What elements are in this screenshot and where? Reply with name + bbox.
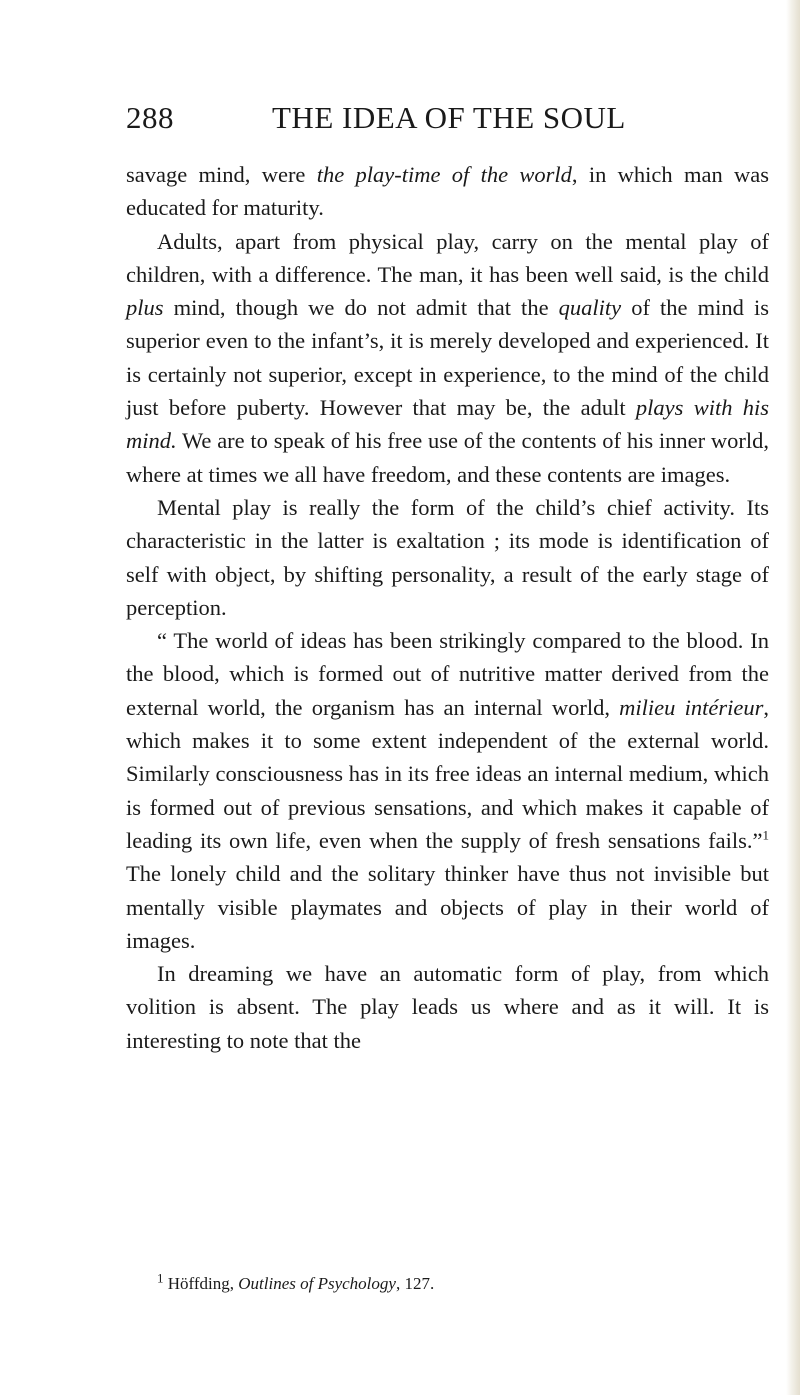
page-edge <box>786 0 800 1395</box>
italic-run: quality <box>558 295 622 321</box>
footnote <box>126 1272 769 1296</box>
page-number: 288 <box>126 100 174 135</box>
footnote-author: Höffding, <box>163 1274 239 1293</box>
italic-run: the play-time of the world <box>316 162 572 187</box>
paragraph-3 <box>126 491 769 624</box>
footnote-ref: 1 <box>762 827 769 843</box>
footnote-work: Outlines of Psychology <box>238 1274 396 1293</box>
body-text <box>126 158 769 1057</box>
text-run: savage mind, were <box>126 162 317 187</box>
text-run: We are to speak of his free use of the contents of his inner world, where at times we all have freedom, and these contents are images. <box>126 428 769 487</box>
paragraph-5 <box>126 957 769 1057</box>
italic-run: milieu intérieur <box>619 694 764 720</box>
italic-run: plus <box>126 295 164 321</box>
footnote-marker: 1 <box>157 1270 164 1286</box>
text-run: , in which man was educated for maturity. <box>126 162 769 221</box>
text-run: In dreaming we have an automatic form of play, from which volition is absent. The play leads us where and as it will. It is interesting to note that the <box>126 961 769 1053</box>
text-run: of the mind is superior even to the infant’s, it is merely developed and experienced. It is certainly not superior, except in experience, to the mind of the child just before puberty. However that may be, the adult <box>126 295 769 421</box>
italic-run: plays with his mind. <box>126 395 770 454</box>
text-run: mind, though we do not admit that the <box>163 295 559 321</box>
paragraph-1 <box>126 158 769 225</box>
text-run: “ The world of ideas has been strikingly compared to the blood. In the blood, which is formed out of nutritive matter derived from the external world, the organism has an internal world, <box>126 628 769 720</box>
text-run: The lonely child and the solitary thinker have thus not invisible but mentally visible playmates and objects of play in their world of images. <box>126 861 769 953</box>
page-title: THE IDEA OF THE SOUL <box>272 100 626 135</box>
paragraph-4 <box>126 624 769 957</box>
text-run: Mental play is really the form of the child’s chief activity. Its characteristic in the latter is exaltation ; its mode is identification of self with object, by shifting personality, a result of the early stage of perception. <box>126 494 769 620</box>
text-run: Adults, apart from physical play, carry on the mental play of children, with a difference. The man, it has been well said, is the child <box>126 228 769 287</box>
running-head <box>126 100 768 140</box>
footnote-page: , 127. <box>395 1274 435 1293</box>
paragraph-2 <box>126 225 769 491</box>
text-run: , which makes it to some extent independent of the external world. Similarly consciousness has in its free ideas an internal medium, which is formed out of previous sensations, and which makes it capable of leading its own life, even when the supply of fresh sensations fails.” <box>126 694 769 853</box>
